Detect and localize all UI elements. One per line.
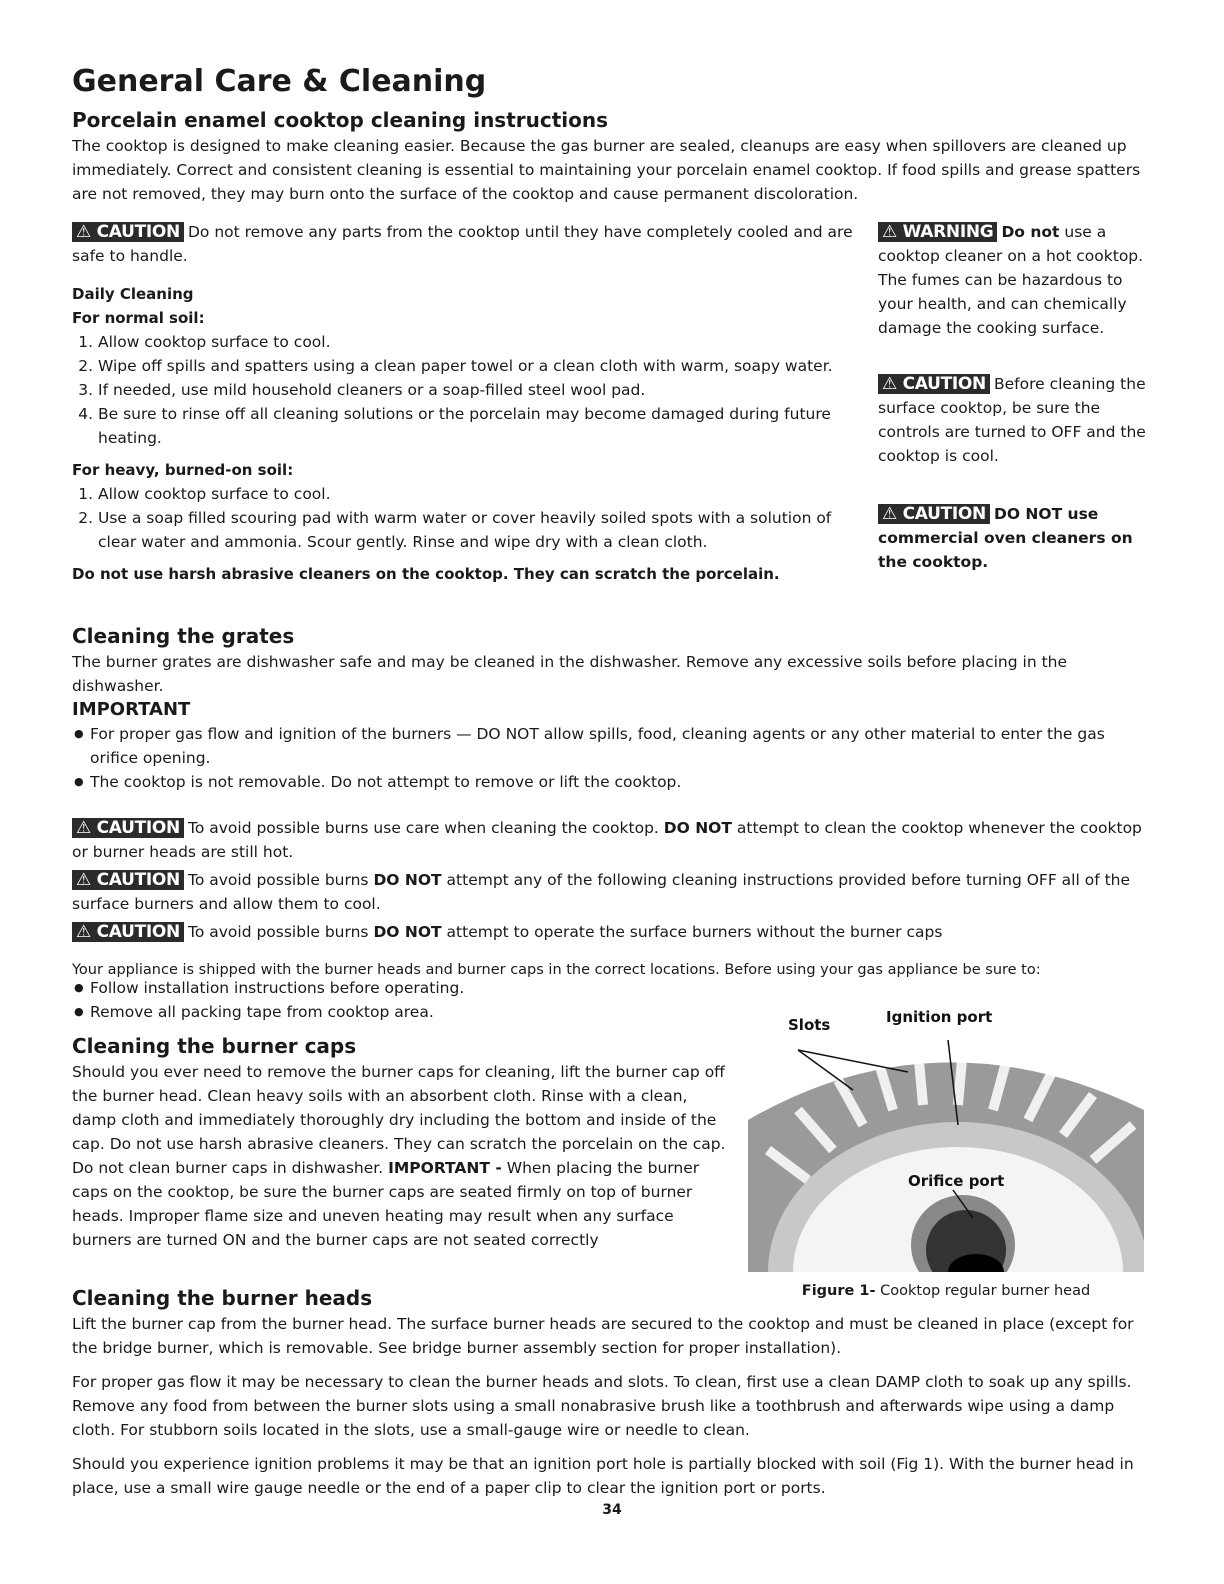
heads-paragraph: For proper gas flow it may be necessary to clean the burner heads and slots. To clean, first use a clean DAMP cloth to soak up any spills. Remove any food from between the burner slots using a small nonabrasive brush like a toothbrush and afterwards wipe using a damp cloth. For stubborn soils located in the slots, use a small-gauge wire or needle to clean. <box>72 1373 1132 1439</box>
caution-label: ⚠ CAUTION <box>72 922 184 942</box>
list-item: ● Follow installation instructions before operating. <box>90 976 732 1000</box>
normal-soil-steps <box>72 330 862 450</box>
caution-label: ⚠ CAUTION <box>72 870 184 890</box>
burner-head-image <box>748 1000 1144 1272</box>
page-number: 34 <box>602 1502 622 1518</box>
harsh-cleaner-note: Do not use harsh abrasive cleaners on the cooktop. They can scratch the porcelain. <box>72 565 780 583</box>
caution-note: ⚠ CAUTION Before cleaning the surface cooktop, be sure the controls are turned to OFF and the cooktop is cool. <box>878 374 1146 465</box>
heavy-soil-heading: For heavy, burned-on soil: <box>72 461 294 479</box>
heads-paragraph: Lift the burner cap from the burner head. The surface burner heads are secured to the cooktop and must be cleaned in place (except for the bridge burner, which is removable. See bridge burner assembly section for proper installation). <box>72 1315 1134 1357</box>
porcelain-section <box>72 106 1147 206</box>
caution-label: ⚠ CAUTION <box>72 818 184 838</box>
warning-note: ⚠ WARNING Do not use a cooktop cleaner on a hot cooktop. The fumes can be hazardous to your health, and can chemically damage the cooking surface. <box>878 222 1144 337</box>
list-item: 4. Be sure to rinse off all cleaning solutions or the porcelain may become damaged during future heating. <box>98 402 862 450</box>
section-heading: Cleaning the grates <box>72 624 295 648</box>
important-heading: IMPORTANT <box>72 699 191 720</box>
caps-section <box>72 976 732 1252</box>
caution-note: ⚠ CAUTION To avoid possible burns DO NOT attempt any of the following cleaning instructions provided before turning OFF all of the surface burners and allow them to cool. <box>72 870 1131 913</box>
figure-1 <box>748 1000 1144 1300</box>
list-item: 2. Use a soap filled scouring pad with warm water or cover heavily soiled spots with a solution of clear water and ammonia. Scour gently. Rinse and wipe dry with a clean cloth. <box>98 506 862 554</box>
intro-text: The cooktop is designed to make cleaning easier. Because the gas burner are sealed, cleanups are easy when spillovers are cleaned up immediately. Correct and consistent cleaning is essential to maintaining your porcelain enamel cooktop. If food spills and grease spatters are not removed, they may burn onto the surface of the cooktop and cause permanent discoloration. <box>72 137 1141 203</box>
heads-paragraph: Should you experience ignition problems it may be that an ignition port hole is partially blocked with soil (Fig 1). With the burner head in place, use a small wire gauge needle or the end of a paper clip to clear the ignition port or ports. <box>72 1455 1134 1497</box>
caution-label: ⚠ CAUTION <box>878 504 990 524</box>
heavy-soil-steps <box>72 482 862 554</box>
caution-note: ⚠ CAUTION DO NOT use commercial oven cleaners on the cooktop. <box>878 504 1133 571</box>
caution-label: ⚠ CAUTION <box>72 222 184 242</box>
grates-text: The burner grates are dishwasher safe and may be cleaned in the dishwasher. Remove any excessive soils before placing in the dishwasher. <box>72 653 1068 695</box>
warning-label: ⚠ WARNING <box>878 222 997 242</box>
section-heading: Porcelain enamel cooktop cleaning instructions <box>72 108 609 132</box>
safety-sidebar <box>878 220 1148 574</box>
caution-note: ⚠ CAUTION To avoid possible burns DO NOT attempt to operate the surface burners without the burner caps <box>72 920 1147 944</box>
list-item: ● Remove all packing tape from cooktop area. <box>90 1000 732 1024</box>
normal-soil-heading: For normal soil: <box>72 309 205 327</box>
grates-section <box>72 622 1147 982</box>
slots-label: Slots <box>788 1016 831 1034</box>
caps-text: Should you ever need to remove the burner caps for cleaning, lift the burner cap off the burner head. Clean heavy soils with an absorbent cloth. Rinse with a clean, damp cloth and immediately thoroughly dry including the bottom and inside of the cap. Do not use harsh abrasive cleaners. They can scratch the porcelain on the cap. Do not clean burner caps in dishwasher. IMPORTANT - When placing the burner caps on the cooktop, be sure the burner caps are seated firmly on top of burner heads. Improper flame size and uneven heating may result when any surface burners are turned ON and the burner caps are not seated correctly <box>72 1063 726 1249</box>
heads-section <box>72 1284 1147 1500</box>
important-list <box>72 722 1147 794</box>
porcelain-left-column <box>72 220 862 586</box>
caution-note: ⚠ CAUTION To avoid possible burns use care when cleaning the cooktop. DO NOT attempt to clean the cooktop whenever the cooktop or burner heads are still hot. <box>72 818 1142 861</box>
caution-label: ⚠ CAUTION <box>878 374 990 394</box>
section-heading: Cleaning the burner caps <box>72 1034 357 1058</box>
list-item: 1. Allow cooktop surface to cool. <box>98 482 862 506</box>
shipped-text: Your appliance is shipped with the burner heads and burner caps in the correct locations. Before using your gas appliance be sure to: <box>72 962 1041 978</box>
section-heading: Cleaning the burner heads <box>72 1286 373 1310</box>
figure-caption: Figure 1- Cooktop regular burner head <box>801 1283 1091 1299</box>
list-item: 3. If needed, use mild household cleaners or a soap-filled steel wool pad. <box>98 378 862 402</box>
list-item: ● For proper gas flow and ignition of the burners — DO NOT allow spills, food, cleaning agents or any other material to enter the gas orifice opening. <box>90 722 1147 770</box>
caution-note: ⚠ CAUTION Do not remove any parts from the cooktop until they have completely cooled and are safe to handle. <box>72 222 853 265</box>
ignition-port-label: Ignition port <box>886 1008 993 1026</box>
list-item: 2. Wipe off spills and spatters using a clean paper towel or a clean cloth with warm, soapy water. <box>98 354 862 378</box>
list-item: ● The cooktop is not removable. Do not attempt to remove or lift the cooktop. <box>90 770 1147 794</box>
daily-cleaning-heading: Daily Cleaning <box>72 285 194 303</box>
orifice-port-label: Orifice port <box>908 1172 1005 1190</box>
list-item: 1. Allow cooktop surface to cool. <box>98 330 862 354</box>
shipped-list <box>72 976 732 1024</box>
page-title: General Care & Cleaning <box>72 64 487 99</box>
